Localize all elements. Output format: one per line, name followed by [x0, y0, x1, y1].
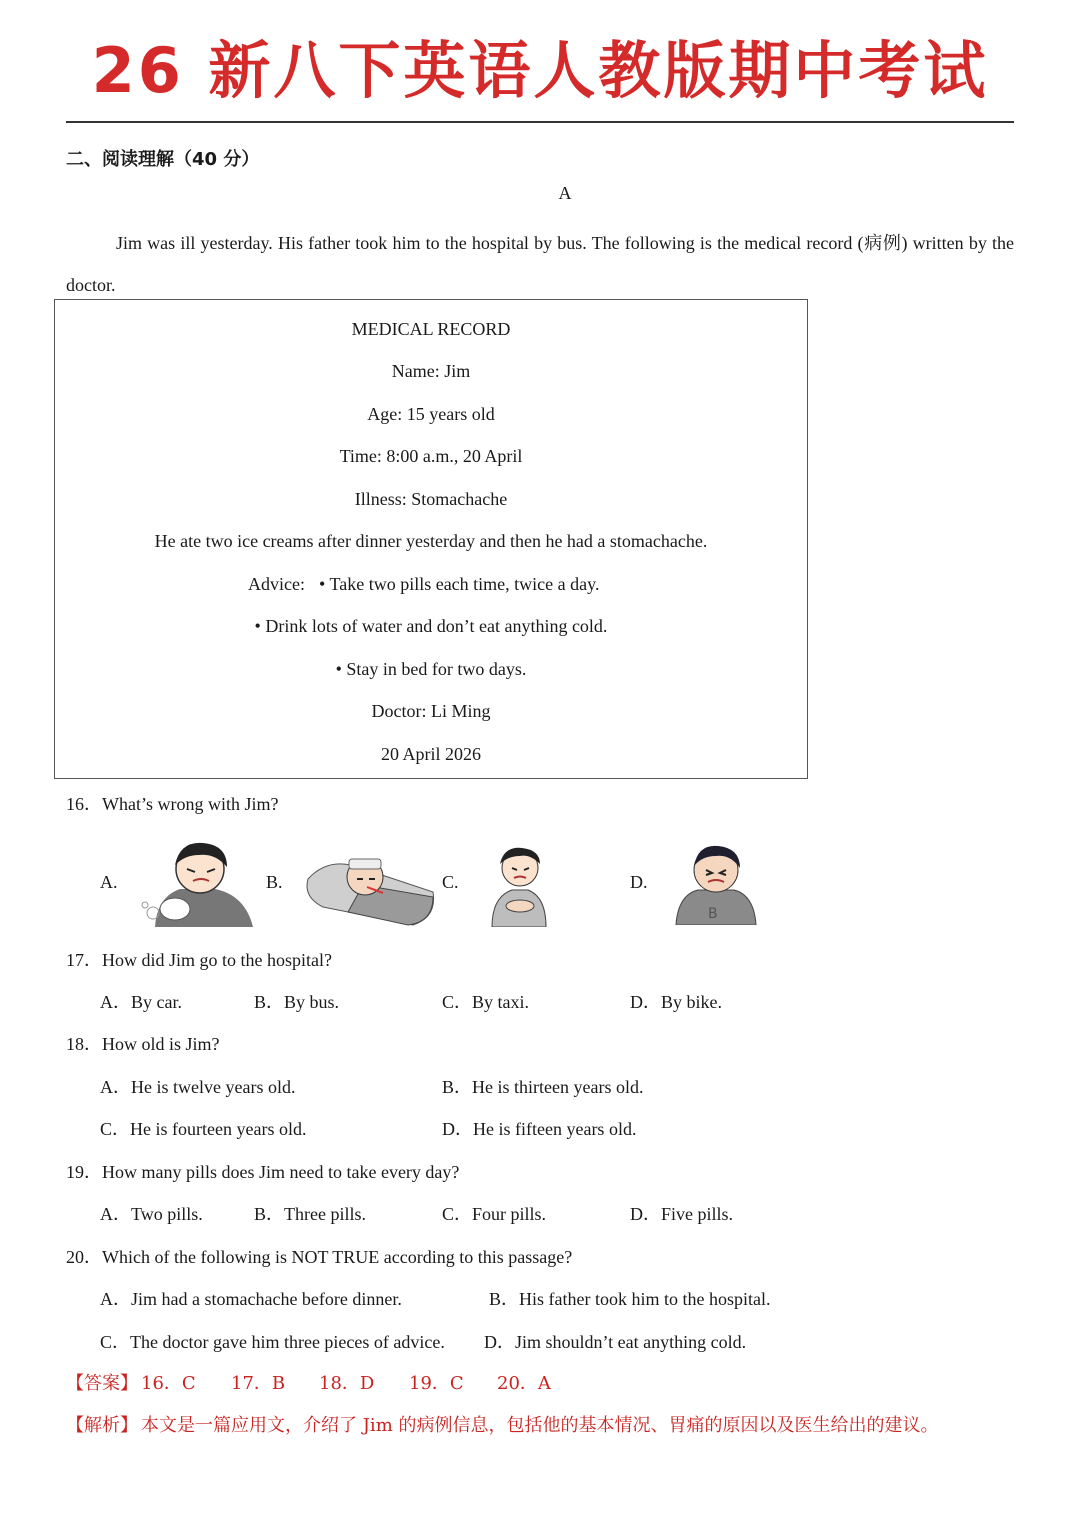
q18-option-b: B．He is thirteen years old. [442, 1077, 644, 1097]
q16-label-b: B. [266, 872, 283, 892]
intro-paragraph: Jim was ill yesterday. His father took him to the hospital by bus. The following is the medical record (病例) written by the doctor. [66, 233, 1014, 295]
answer-20: 20．A [497, 1373, 551, 1394]
question-20-stem: 20．Which of the following is NOT TRUE according to this passage? [66, 1247, 573, 1267]
q20-option-b: B．His father took him to the hospital. [489, 1289, 771, 1309]
record-description: He ate two ice creams after dinner yesterday and then he had a stomachache. [154, 531, 708, 551]
question-17-stem: 17．How did Jim go to the hospital? [66, 950, 332, 970]
record-illness: Illness: Stomachache [354, 489, 508, 509]
record-advice-3: • Stay in bed for two days. [335, 659, 527, 679]
q20-option-a: A．Jim had a stomachache before dinner. [100, 1289, 402, 1309]
answer-17: 17．B [231, 1373, 286, 1394]
question-16-stem: 16．What’s wrong with Jim? [66, 794, 279, 814]
q17-option-a: A．By car. [100, 992, 182, 1012]
analysis-text: 本文是一篇应用文，介绍了 Jim 的病例信息，包括他的基本情况、胃痛的原因以及医生给出的建议。 [141, 1415, 939, 1436]
q20-option-d: D．Jim shouldn’t eat anything cold. [484, 1332, 747, 1352]
page-title-banner: 26 新八下英语人教版期中考试 [91, 34, 989, 107]
q19-option-b: B．Three pills. [254, 1204, 366, 1224]
record-title: MEDICAL RECORD [351, 319, 511, 339]
record-date: 20 April 2026 [380, 744, 481, 764]
boy-pained-face-picture [668, 840, 763, 930]
q16-label-d: D. [630, 872, 648, 892]
question-19-stem: 19．How many pills does Jim need to take every day? [66, 1162, 460, 1182]
record-advice-1: • Take two pills each time, twice a day. [319, 574, 600, 594]
record-doctor: Doctor: Li Ming [371, 701, 491, 721]
q20-option-c: C．The doctor gave him three pieces of advice. [100, 1332, 445, 1352]
q19-option-d: D．Five pills. [630, 1204, 734, 1224]
q19-option-a: A．Two pills. [100, 1204, 203, 1224]
q18-option-c: C．He is fourteen years old. [100, 1119, 307, 1139]
record-advice-label: Advice: [248, 574, 305, 594]
answer-label: 【答案】 [66, 1373, 138, 1394]
record-name: Name: Jim [391, 361, 471, 381]
passage-label: A [558, 183, 572, 203]
q17-option-b: B．By bus. [254, 992, 340, 1012]
answer-16: 16．C [141, 1373, 196, 1394]
answer-19: 19．C [409, 1373, 464, 1394]
q16-label-a: A. [100, 872, 118, 892]
title-divider [66, 121, 1014, 123]
q16-label-c: C. [442, 872, 459, 892]
sick-boy-in-bed-picture [303, 837, 438, 927]
record-advice-2: • Drink lots of water and don’t eat anything cold. [254, 616, 608, 636]
record-age: Age: 15 years old [367, 404, 495, 424]
record-time: Time: 8:00 a.m., 20 April [339, 446, 523, 466]
answer-18: 18．D [319, 1373, 375, 1394]
q18-option-a: A．He is twelve years old. [100, 1077, 296, 1097]
boy-holding-stomach-picture [470, 842, 565, 932]
analysis-label: 【解析】 [66, 1415, 138, 1436]
q19-option-c: C．Four pills. [442, 1204, 547, 1224]
section-heading: 二、阅读理解（40 分） [66, 149, 260, 170]
q17-option-d: D．By bike. [630, 992, 722, 1012]
q18-option-d: D．He is fifteen years old. [442, 1119, 637, 1139]
svg-text:B: B [708, 906, 718, 922]
q17-option-c: C．By taxi. [442, 992, 530, 1012]
sneezing-boy-picture [135, 837, 265, 927]
question-18-stem: 18．How old is Jim? [66, 1034, 220, 1054]
